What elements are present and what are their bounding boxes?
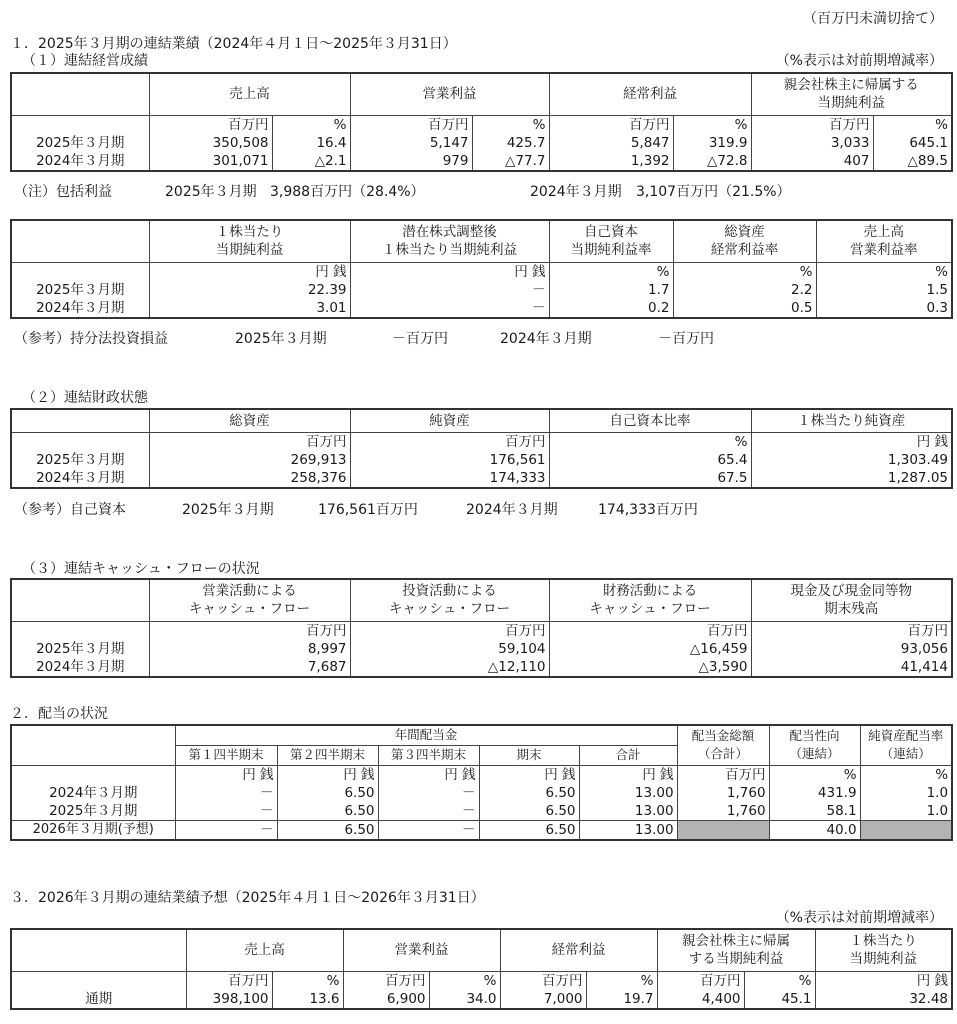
- table-row: [11, 299, 952, 318]
- header-total: 合計: [579, 745, 677, 765]
- unit: 百万円: [500, 971, 586, 990]
- unit: 円 銭: [751, 432, 952, 451]
- cell: 6.50: [479, 820, 579, 840]
- sub3-title: （３）連結キャッシュ・フローの状況: [22, 561, 260, 577]
- cell: 1.7: [549, 281, 673, 299]
- header-cash-balance: 現金及び現金同等物 期末残高: [751, 579, 952, 621]
- header-net-assets: 純資産: [350, 409, 549, 432]
- header-q1: 第１四半期末: [175, 745, 277, 765]
- unit: 円 銭: [277, 765, 378, 784]
- cell: △12,110: [350, 658, 549, 677]
- header-doe: 純資産配当率 （連結）: [860, 725, 952, 765]
- header-blank: [11, 929, 186, 971]
- unit: %: [549, 432, 751, 451]
- cell: －: [350, 299, 549, 318]
- table-row: [11, 658, 952, 677]
- unit: %: [860, 765, 952, 784]
- unit: 百万円: [549, 621, 751, 640]
- cell: 431.9: [769, 784, 860, 802]
- unit: 円 銭: [175, 765, 277, 784]
- cell: －: [175, 784, 277, 802]
- cell: 58.1: [769, 802, 860, 821]
- header-operating-margin: 売上高 営業利益率: [816, 220, 952, 262]
- unit-label-blank: [11, 621, 149, 640]
- cell: 5,147: [350, 134, 472, 152]
- row-label: 2024年３月期: [11, 784, 175, 802]
- row-label: 2025年３月期: [11, 281, 149, 299]
- unit: 円 銭: [350, 262, 549, 281]
- comprehensive-income-label: （注）包括利益: [14, 184, 112, 200]
- cell: 45.1: [744, 990, 815, 1009]
- section3-title: ３．2026年３月期の連結業績予想（2025年４月１日～2026年３月31日）: [10, 890, 485, 906]
- operating-results-table: [10, 72, 953, 172]
- table-row: [11, 134, 952, 152]
- equity-method-period1: 2025年３月期: [235, 331, 327, 347]
- unit: 百万円: [677, 765, 769, 784]
- cell: △3,590: [549, 658, 751, 677]
- cell: 269,913: [149, 451, 350, 469]
- cell: 32.48: [815, 990, 952, 1009]
- row-label: 2024年３月期: [11, 299, 149, 318]
- cell: △2.1: [272, 152, 350, 171]
- cell: 1.5: [816, 281, 952, 299]
- cell: 19.7: [586, 990, 657, 1009]
- cell: 93,056: [751, 640, 952, 658]
- dividends-table: [10, 724, 953, 841]
- cash-flow-table: [10, 578, 953, 678]
- cell: －: [378, 820, 479, 840]
- header-eps: １株当たり 当期純利益: [149, 220, 350, 262]
- cell: 979: [350, 152, 472, 171]
- per-share-ratios-table: [10, 219, 953, 319]
- header-investing-cf: 投資活動による キャッシュ・フロー: [350, 579, 549, 621]
- header-q2: 第２四半期末: [277, 745, 378, 765]
- cell: 22.39: [149, 281, 350, 299]
- header-eps: １株当たり 当期純利益: [815, 929, 952, 971]
- cell: －: [378, 784, 479, 802]
- financial-position-table: [10, 408, 953, 489]
- header-net-income: 親会社株主に帰属 する当期純利益: [657, 929, 815, 971]
- cell: 6,900: [343, 990, 429, 1009]
- cell: －: [175, 802, 277, 821]
- row-label: 2024年３月期: [11, 469, 149, 488]
- header-equity-ratio: 自己資本比率: [549, 409, 751, 432]
- cell: △77.7: [472, 152, 549, 171]
- cell: 7,687: [149, 658, 350, 677]
- cell: 645.1: [873, 134, 952, 152]
- cell: 0.3: [816, 299, 952, 318]
- unit: 円 銭: [579, 765, 677, 784]
- cell: 319.9: [673, 134, 751, 152]
- unit: %: [673, 115, 751, 134]
- cell: －: [378, 802, 479, 821]
- cell: 6.50: [277, 802, 378, 821]
- cell: 258,376: [149, 469, 350, 488]
- equity-period1: 2025年３月期: [182, 502, 274, 518]
- cell: 1.0: [860, 802, 952, 821]
- comprehensive-income-value1: 3,988百万円（28.4%）: [270, 184, 425, 200]
- cell: 398,100: [186, 990, 272, 1009]
- equity-method-value2: －百万円: [658, 331, 714, 347]
- sub1-title: （１）連結経営成績: [22, 53, 148, 69]
- cell: 1,392: [549, 152, 673, 171]
- cell: △72.8: [673, 152, 751, 171]
- cell: 16.4: [272, 134, 350, 152]
- table-row: [11, 451, 952, 469]
- header-financing-cf: 財務活動による キャッシュ・フロー: [549, 579, 751, 621]
- header-operating-income: 営業利益: [343, 929, 500, 971]
- cell: 13.00: [579, 784, 677, 802]
- cell: 425.7: [472, 134, 549, 152]
- header-sales: 売上高: [149, 73, 350, 115]
- cell: 1,760: [677, 802, 769, 821]
- unit: %: [673, 262, 816, 281]
- equity-value1: 176,561百万円: [318, 502, 418, 518]
- unit: 百万円: [350, 621, 549, 640]
- cell: －: [175, 820, 277, 840]
- cell: 6.50: [277, 784, 378, 802]
- sub2-title: （２）連結財政状態: [22, 390, 148, 406]
- cell: 0.5: [673, 299, 816, 318]
- unit: 百万円: [751, 621, 952, 640]
- equity-method-period2: 2024年３月期: [500, 331, 592, 347]
- unit: 百万円: [751, 115, 873, 134]
- equity-method-label: （参考）持分法投資損益: [14, 331, 168, 347]
- table-row: [11, 152, 952, 171]
- header-roa: 総資産 経常利益率: [673, 220, 816, 262]
- unit: %: [744, 971, 815, 990]
- header-bps: １株当たり純資産: [751, 409, 952, 432]
- cell: 176,561: [350, 451, 549, 469]
- header-sales: 売上高: [186, 929, 343, 971]
- table-row: [11, 640, 952, 658]
- equity-value2: 174,333百万円: [598, 502, 698, 518]
- unit: %: [549, 262, 673, 281]
- cell: 13.6: [272, 990, 343, 1009]
- cell: 1,303.49: [751, 451, 952, 469]
- row-label: 2024年３月期: [11, 658, 149, 677]
- unit: 百万円: [149, 432, 350, 451]
- cell: 8,997: [149, 640, 350, 658]
- cell: 6.50: [479, 802, 579, 821]
- cell: 13.00: [579, 802, 677, 821]
- cell: 1.0: [860, 784, 952, 802]
- unit-label-blank: [11, 432, 149, 451]
- cell: 407: [751, 152, 873, 171]
- cell: 301,071: [149, 152, 272, 171]
- cell: 4,400: [657, 990, 744, 1009]
- cell: 67.5: [549, 469, 751, 488]
- header-operating-cf: 営業活動による キャッシュ・フロー: [149, 579, 350, 621]
- unit: 円 銭: [815, 971, 952, 990]
- unit-label-blank: [11, 115, 149, 134]
- header-annual-dividend: 年間配当金: [175, 725, 677, 745]
- unit: %: [816, 262, 952, 281]
- unit: %: [586, 971, 657, 990]
- header-blank: [11, 73, 149, 115]
- row-label: 2026年３月期(予想): [11, 820, 175, 840]
- row-label: 2025年３月期: [11, 451, 149, 469]
- header-blank: [11, 220, 149, 262]
- table-row: [11, 281, 952, 299]
- unit: %: [429, 971, 500, 990]
- unit: 百万円: [186, 971, 272, 990]
- table-row: [11, 784, 952, 802]
- cell: 65.4: [549, 451, 751, 469]
- cell: 1,760: [677, 784, 769, 802]
- gray-cell: [677, 820, 769, 840]
- header-ordinary-income: 経常利益: [500, 929, 657, 971]
- header-operating-income: 営業利益: [350, 73, 549, 115]
- cell: 5,847: [549, 134, 673, 152]
- unit: 百万円: [149, 115, 272, 134]
- cell: 40.0: [769, 820, 860, 840]
- unit: 百万円: [350, 432, 549, 451]
- header-blank: [11, 409, 149, 432]
- header-total-dividend: 配当金総額 （合計）: [677, 725, 769, 765]
- unit-note: （百万円未満切捨て）: [803, 11, 943, 27]
- comprehensive-income-value2: 3,107百万円（21.5%）: [636, 184, 791, 200]
- cell: 174,333: [350, 469, 549, 488]
- header-ordinary-income: 経常利益: [549, 73, 751, 115]
- unit: 円 銭: [378, 765, 479, 784]
- cell: 3.01: [149, 299, 350, 318]
- header-net-income: 親会社株主に帰属する 当期純利益: [751, 73, 952, 115]
- comprehensive-income-period2: 2024年３月期: [530, 184, 622, 200]
- cell: 2.2: [673, 281, 816, 299]
- row-label: 2025年３月期: [11, 640, 149, 658]
- header-roe: 自己資本 当期純利益率: [549, 220, 673, 262]
- header-year-end: 期末: [479, 745, 579, 765]
- unit: 百万円: [549, 115, 673, 134]
- row-label: 2024年３月期: [11, 152, 149, 171]
- section1-title: １．2025年３月期の連結業績（2024年４月１日～2025年３月31日）: [10, 36, 457, 52]
- unit: 円 銭: [479, 765, 579, 784]
- unit: %: [472, 115, 549, 134]
- unit: %: [272, 115, 350, 134]
- unit: 円 銭: [149, 262, 350, 281]
- table-row: [11, 802, 952, 821]
- cell: 1,287.05: [751, 469, 952, 488]
- row-label: 2025年３月期: [11, 134, 149, 152]
- sub1-pct-note: （%表示は対前期増減率）: [775, 53, 943, 69]
- cell: 6.50: [479, 784, 579, 802]
- forecast-table: [10, 928, 953, 1010]
- cell: 0.2: [549, 299, 673, 318]
- header-q3: 第３四半期末: [378, 745, 479, 765]
- header-blank: [11, 725, 175, 765]
- forecast-row: [11, 820, 952, 840]
- equity-method-value1: －百万円: [392, 331, 448, 347]
- cell: △16,459: [549, 640, 751, 658]
- cell: 59,104: [350, 640, 549, 658]
- gray-cell: [860, 820, 952, 840]
- section2-title: ２．配当の状況: [10, 706, 108, 722]
- unit: %: [873, 115, 952, 134]
- header-diluted-eps: 潜在株式調整後 １株当たり当期純利益: [350, 220, 549, 262]
- cell: 41,414: [751, 658, 952, 677]
- cell: △89.5: [873, 152, 952, 171]
- unit: 百万円: [350, 115, 472, 134]
- equity-period2: 2024年３月期: [466, 502, 558, 518]
- cell: 13.00: [579, 820, 677, 840]
- cell: 350,508: [149, 134, 272, 152]
- unit-label-blank: [11, 262, 149, 281]
- cell: 34.0: [429, 990, 500, 1009]
- header-payout-ratio: 配当性向 （連結）: [769, 725, 860, 765]
- cell: 6.50: [277, 820, 378, 840]
- unit: 百万円: [657, 971, 744, 990]
- cell: 7,000: [500, 990, 586, 1009]
- unit: 百万円: [343, 971, 429, 990]
- table-row: [11, 469, 952, 488]
- unit: 百万円: [149, 621, 350, 640]
- row-label: 2025年３月期: [11, 802, 175, 821]
- unit-label-blank: [11, 765, 175, 784]
- section3-pct-note: （%表示は対前期増減率）: [775, 910, 943, 926]
- unit: %: [272, 971, 343, 990]
- cell: －: [350, 281, 549, 299]
- row-label: 通期: [11, 971, 186, 1009]
- unit: %: [769, 765, 860, 784]
- header-total-assets: 総資産: [149, 409, 350, 432]
- header-blank: [11, 579, 149, 621]
- cell: 3,033: [751, 134, 873, 152]
- equity-label: （参考）自己資本: [14, 502, 126, 518]
- comprehensive-income-period1: 2025年３月期: [165, 184, 257, 200]
